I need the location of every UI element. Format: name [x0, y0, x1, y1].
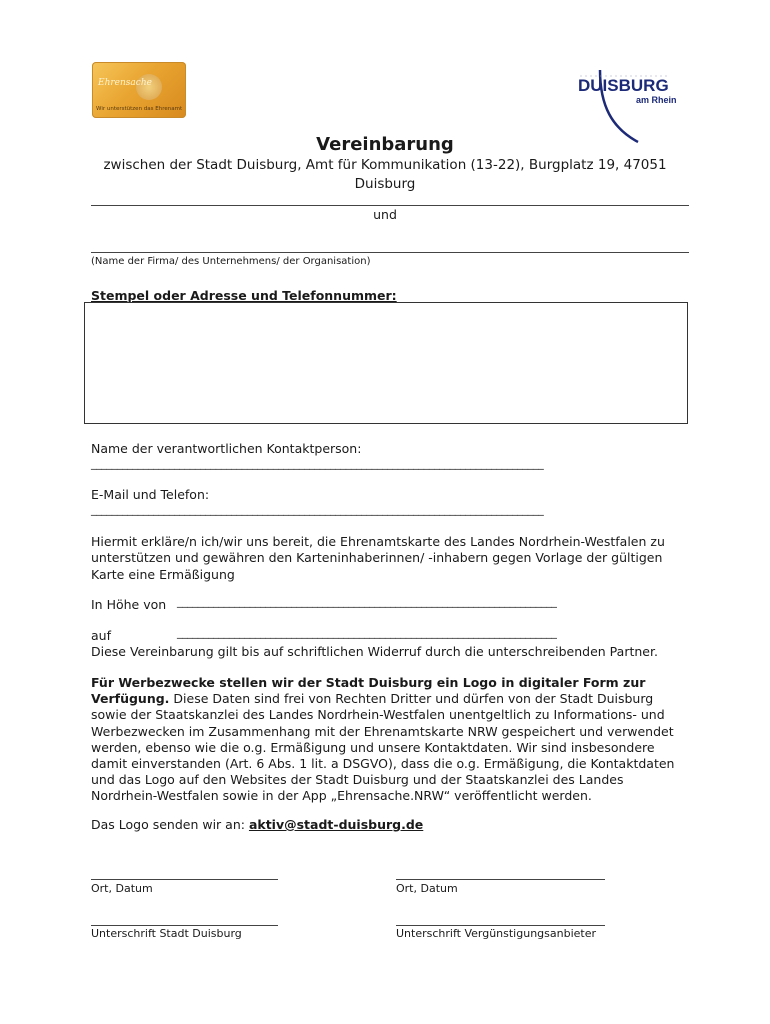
right-place-date-label: Ort, Datum	[396, 882, 458, 895]
contact-label: Name der verantwortlichen Kontaktperson:	[91, 441, 362, 456]
und-text: und	[373, 207, 397, 222]
document-subtitle: zwischen der Stadt Duisburg, Amt für Kommunikation (13-22), Burgplatz 19, 47051 Duisburg	[103, 157, 667, 192]
logo-send-row	[91, 817, 423, 832]
org-caption: (Name der Firma/ des Unternehmens/ der Organisation)	[91, 256, 371, 267]
right-signature-line[interactable]	[396, 925, 605, 926]
declaration-line-3: Karte eine Ermäßigung	[91, 567, 235, 582]
advertising-lead: Für Werbezwecke stellen wir der Stadt Duisburg ein Logo in digitaler Form zur Verfügung.	[91, 675, 646, 707]
logo-send-email-link[interactable]: aktiv@stadt-duisburg.de	[248, 817, 424, 832]
left-signature-line[interactable]	[91, 925, 278, 926]
email-label: E-Mail und Telefon:	[91, 487, 210, 502]
auf-label: auf	[91, 628, 111, 643]
logo-send-label: Das Logo senden wir an:	[91, 817, 245, 832]
left-signature-label: Unterschrift Stadt Duisburg	[91, 927, 242, 940]
left-place-date-label: Ort, Datum	[91, 882, 153, 895]
city-logo-subline: am Rhein	[636, 95, 677, 105]
city-logo-name: DUISBURG	[578, 76, 669, 95]
divider-top	[91, 205, 689, 206]
hoehe-label: In Höhe von	[91, 597, 167, 612]
email-line[interactable]: _______________________________________________________________________________________	[91, 503, 544, 516]
advertising-body: Diese Daten sind frei von Rechten Dritter und dürfen von der Stadt Duisburg sowie der Staatskanzlei des Landes Nordrhein-Westfalen unentgeltlich zu Informations- und Werbezwecken im Zusammenhang mit der Ehrenamtskarte NRW gespeichert und verwendet werden, ebenso wie die o.g. Ermäßigung und unsere Kontaktdaten. Wir sind insbesondere damit einverstanden (Art. 6 Abs. 1 lit. a DSGVO), dass die o.g. Ermäßigung, die Kontaktdaten und das Logo auf den Websites der Stadt Duisburg und der Staatskanzlei des Landes Nordrhein-Westfalen sowie in der App „Ehrensache.NRW“ veröffentlicht werden.	[91, 691, 675, 804]
right-place-date-line[interactable]	[396, 879, 605, 880]
stamp-box[interactable]	[84, 302, 688, 424]
declaration-line-1: Hiermit erkläre/n ich/wir uns bereit, die Ehrenamtskarte des Landes Nordrhein-Westfalen zu	[91, 534, 665, 549]
org-name-line[interactable]	[91, 252, 689, 253]
card-logo-tagline: Wir unterstützen das Ehrenamt	[96, 106, 183, 112]
right-signature-label: Unterschrift Vergünstigungsanbieter	[396, 927, 596, 940]
document-title: Vereinbarung	[316, 134, 454, 155]
ehrenamtskarte-logo	[92, 62, 186, 118]
auf-line[interactable]: _________________________________________________________________________	[177, 626, 557, 639]
card-logo-script: Ehrensache	[98, 78, 152, 88]
contact-line[interactable]: _______________________________________________________________________________________	[91, 457, 544, 470]
stamp-label: Stempel oder Adresse und Telefonnummer:	[91, 288, 397, 303]
declaration-line-2: unterstützen und gewähren den Karteninhaberinnen/ -inhabern gegen Vorlage der gültigen	[91, 550, 663, 565]
hoehe-line[interactable]: _________________________________________________________________________	[177, 595, 557, 608]
validity-text: Diese Vereinbarung gilt bis auf schriftlichen Widerruf durch die unterschreibenden Partner.	[91, 644, 658, 659]
left-place-date-line[interactable]	[91, 879, 278, 880]
advertising-paragraph	[91, 675, 681, 805]
